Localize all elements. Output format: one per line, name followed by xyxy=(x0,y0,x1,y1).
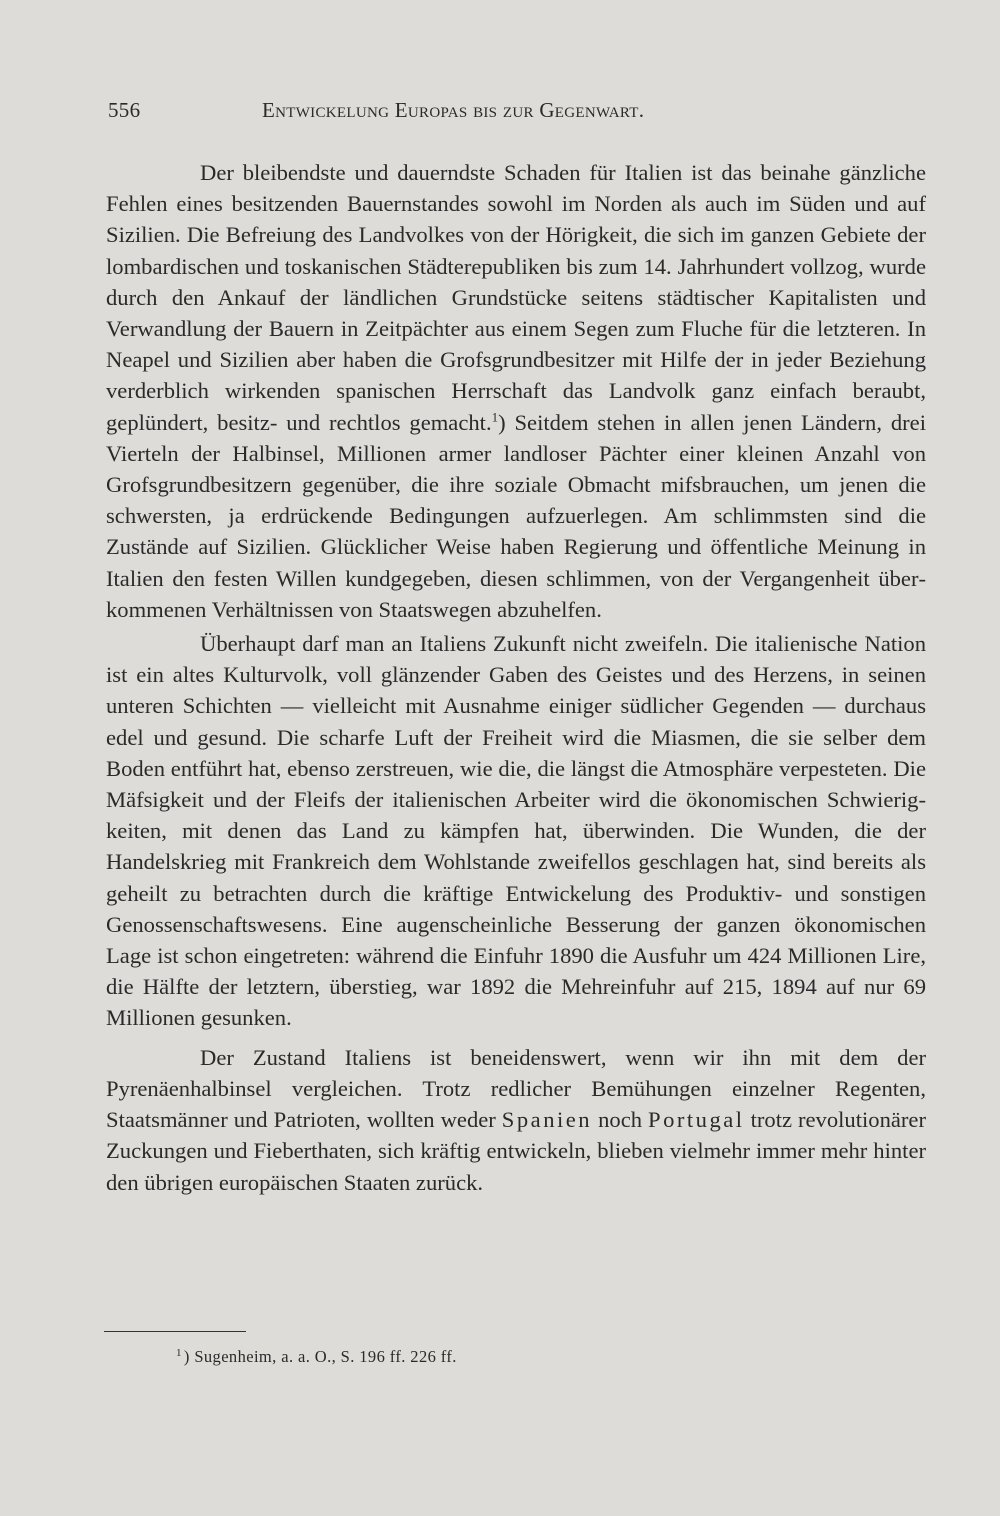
running-title: Entwickelung Europas bis zur Gegenwart. xyxy=(262,98,645,122)
paragraph-1-text-b: ) Seitdem stehen in allen jenen Ländern, drei Vierteln der Halbinsel, Millionen armer landloser Pächter einer kleinen Anzahl von Grofsgrundbesitzern gegenüber, die ihre soziale Obmacht mifsbrauchen, um jenen die schwersten, ja erdrückende Bedingungen aufzuerlegen. Am schlimmsten sind die Zustände auf Sizilien. Glücklicher Weise haben Regierung und öffentliche Meinung in Italien den festen Willen kundgegeben, diesen schlimmen, von der Vergangenheit überkommenen Verhältnissen von Staatswegen abzuhelfen. xyxy=(106,409,926,622)
spaced-word-spanien: Spanien xyxy=(501,1107,593,1133)
footnote xyxy=(176,1346,776,1368)
body-text xyxy=(106,157,926,1198)
paragraph-1 xyxy=(106,157,926,625)
footnote-divider xyxy=(104,1331,246,1332)
paragraph-3-text-a: Der Zustand Italiens ist beneidenswert, wenn wir ihn mit dem der Pyrenäenhalbinsel vergleichen. Trotz redlicher Bemühungen einzelner Regenten, Staatsmänner und Patrioten, wollten weder xyxy=(106,1044,926,1133)
spaced-word-portugal: Portugal xyxy=(648,1107,745,1133)
page-number: 556 xyxy=(108,98,141,122)
footnote-text: ) Sugenheim, a. a. O., S. 196 ff. 226 ff. xyxy=(183,1347,457,1366)
paragraph-3-text-c: trotz revolutionärer Zuckungen und Fieberthaten, sich kräftig entwickeln, blieben vielmehr immer mehr hinter den übrigen europäischen Staaten zurück. xyxy=(106,1107,926,1195)
paragraph-2: Überhaupt darf man an Italiens Zukunft nicht zweifeln. Die italienische Nation ist ein altes Kulturvolk, voll glänzender Gaben des Geistes und des Herzens, in seinen unteren Schichten — vielleicht mit Ausnahme einiger südlicher Gegenden — durchaus edel und gesund. Die scharfe Luft der Freiheit wird die Miasmen, die sie selber dem Boden entführt hat, ebenso zerstreuen, wie die, die längst die Atmosphäre verpesteten. Die Mäfsigkeit und der Fleifs der italienischen Arbeiter wird die ökonomischen Schwierigkeiten, mit denen das Land zu kämpfen hat, überwinden. Die Wunden, die der Handelskrieg mit Frankreich dem Wohlstande zweifellos geschlagen hat, sind bereits als geheilt zu betrachten durch die kräftige Entwickelung des Produktiv- und sonstigen Genossenschaftswesens. Eine augenscheinliche Besserung der ganzen ökonomischen Lage ist schon eingetreten: während die Einfuhr 1890 die Ausfuhr um 424 Millionen Lire, die Hälfte der letztern, überstieg, war 1892 die Mehreinfuhr auf 215, 1894 auf nur 69 Millionen gesunken. xyxy=(106,631,926,1031)
footnote-mark: 1 xyxy=(176,1346,182,1359)
paragraph-1-text-a: Der bleibendste und dauerndste Schaden für Italien ist das beinahe gänzliche Fehlen eines besitzenden Bauernstandes sowohl im Norden als auch im Süden und auf Sizilien. Die Befreiung des Landvolkes von der Hörigkeit, die sich im ganzen Gebiete der lombardischen und toskanischen Städterepubliken bis zum 14. Jahrhundert vollzog, wurde durch den Ankauf der ländlichen Grundstücke seitens städtischer Kapitalisten und Verwandlung der Bauern in Zeitpächter aus einem Segen zum Fluche für die letzteren. In Neapel und Sizilien aber haben die Grofsgrundbesitzer mit Hilfe der in jeder Beziehung verderblich wirkenden spanischen Herrschaft das Landvolk ganz einfach beraubt, geplündert, besitz- und rechtlos gemacht. xyxy=(106,160,926,435)
page-header xyxy=(108,98,808,134)
paragraph-3 xyxy=(106,1042,926,1198)
footnote-reference: 1 xyxy=(491,409,499,425)
paragraph-3-text-b: noch xyxy=(592,1107,649,1133)
